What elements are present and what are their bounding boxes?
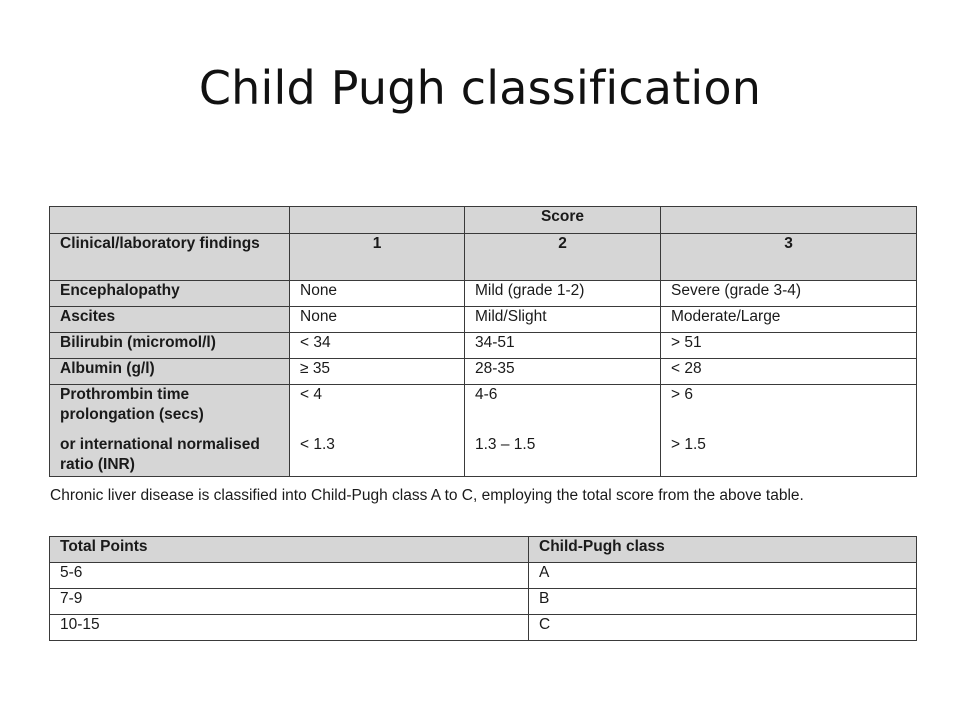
total-points-cell: 10-15: [50, 615, 529, 641]
score-2-cell: Mild (grade 1-2): [465, 281, 661, 307]
table-row: [50, 563, 917, 589]
finding-label: [50, 385, 290, 477]
score-3-inr: > 1.5: [671, 436, 706, 453]
score-3-pt: > 6: [671, 386, 693, 403]
finding-label: Albumin (g/l): [50, 359, 290, 385]
points-1-header: 1: [290, 234, 465, 281]
score-1-cell: [290, 385, 465, 477]
score-3-cell: Moderate/Large: [661, 307, 917, 333]
score-1-cell: ≥ 35: [290, 359, 465, 385]
score-2-cell: [465, 385, 661, 477]
class-cell: B: [529, 589, 917, 615]
finding-label-inr: or international normalised ratio (INR): [60, 436, 260, 473]
score-2-pt: 4-6: [475, 386, 498, 403]
finding-label-pt: Prothrombin time prolongation (secs): [60, 386, 204, 423]
score-3-cell: < 28: [661, 359, 917, 385]
score-corner-cell: [50, 207, 290, 234]
class-cell: A: [529, 563, 917, 589]
table-row: [50, 615, 917, 641]
slide-title: Child Pugh classification: [198, 61, 762, 115]
score-2-cell: Mild/Slight: [465, 307, 661, 333]
total-points-header: Total Points: [50, 537, 529, 563]
finding-label: Bilirubin (micromol/l): [50, 333, 290, 359]
table-row: [50, 385, 917, 477]
class-header-row: [50, 537, 917, 563]
table-row: [50, 589, 917, 615]
score-blank-cell: [661, 207, 917, 234]
total-points-cell: 5-6: [50, 563, 529, 589]
score-label: Score: [465, 207, 661, 234]
class-cell: C: [529, 615, 917, 641]
score-blank-cell: [290, 207, 465, 234]
score-2-inr: 1.3 – 1.5: [475, 436, 536, 453]
score-3-cell: Severe (grade 3-4): [661, 281, 917, 307]
score-3-cell: [661, 385, 917, 477]
table-row: [50, 359, 917, 385]
score-1-cell: None: [290, 307, 465, 333]
table-row: [50, 281, 917, 307]
points-2-header: 2: [465, 234, 661, 281]
score-1-cell: < 34: [290, 333, 465, 359]
findings-header: Clinical/laboratory findings: [50, 234, 290, 281]
points-3-header: 3: [661, 234, 917, 281]
score-2-cell: 34-51: [465, 333, 661, 359]
score-1-inr: < 1.3: [300, 436, 335, 453]
score-3-cell: > 51: [661, 333, 917, 359]
score-1-pt: < 4: [300, 386, 322, 403]
points-header-row: [50, 234, 917, 281]
classification-note: Chronic liver disease is classified into Child-Pugh class A to C, employing the total score from the above table.: [50, 487, 804, 504]
class-table: [49, 536, 917, 641]
table-row: [50, 333, 917, 359]
score-2-cell: 28-35: [465, 359, 661, 385]
finding-label: Encephalopathy: [50, 281, 290, 307]
total-points-cell: 7-9: [50, 589, 529, 615]
finding-label: Ascites: [50, 307, 290, 333]
score-table: [49, 206, 917, 477]
child-pugh-class-header: Child-Pugh class: [529, 537, 917, 563]
score-1-cell: None: [290, 281, 465, 307]
score-header-row: [50, 207, 917, 234]
table-row: [50, 307, 917, 333]
